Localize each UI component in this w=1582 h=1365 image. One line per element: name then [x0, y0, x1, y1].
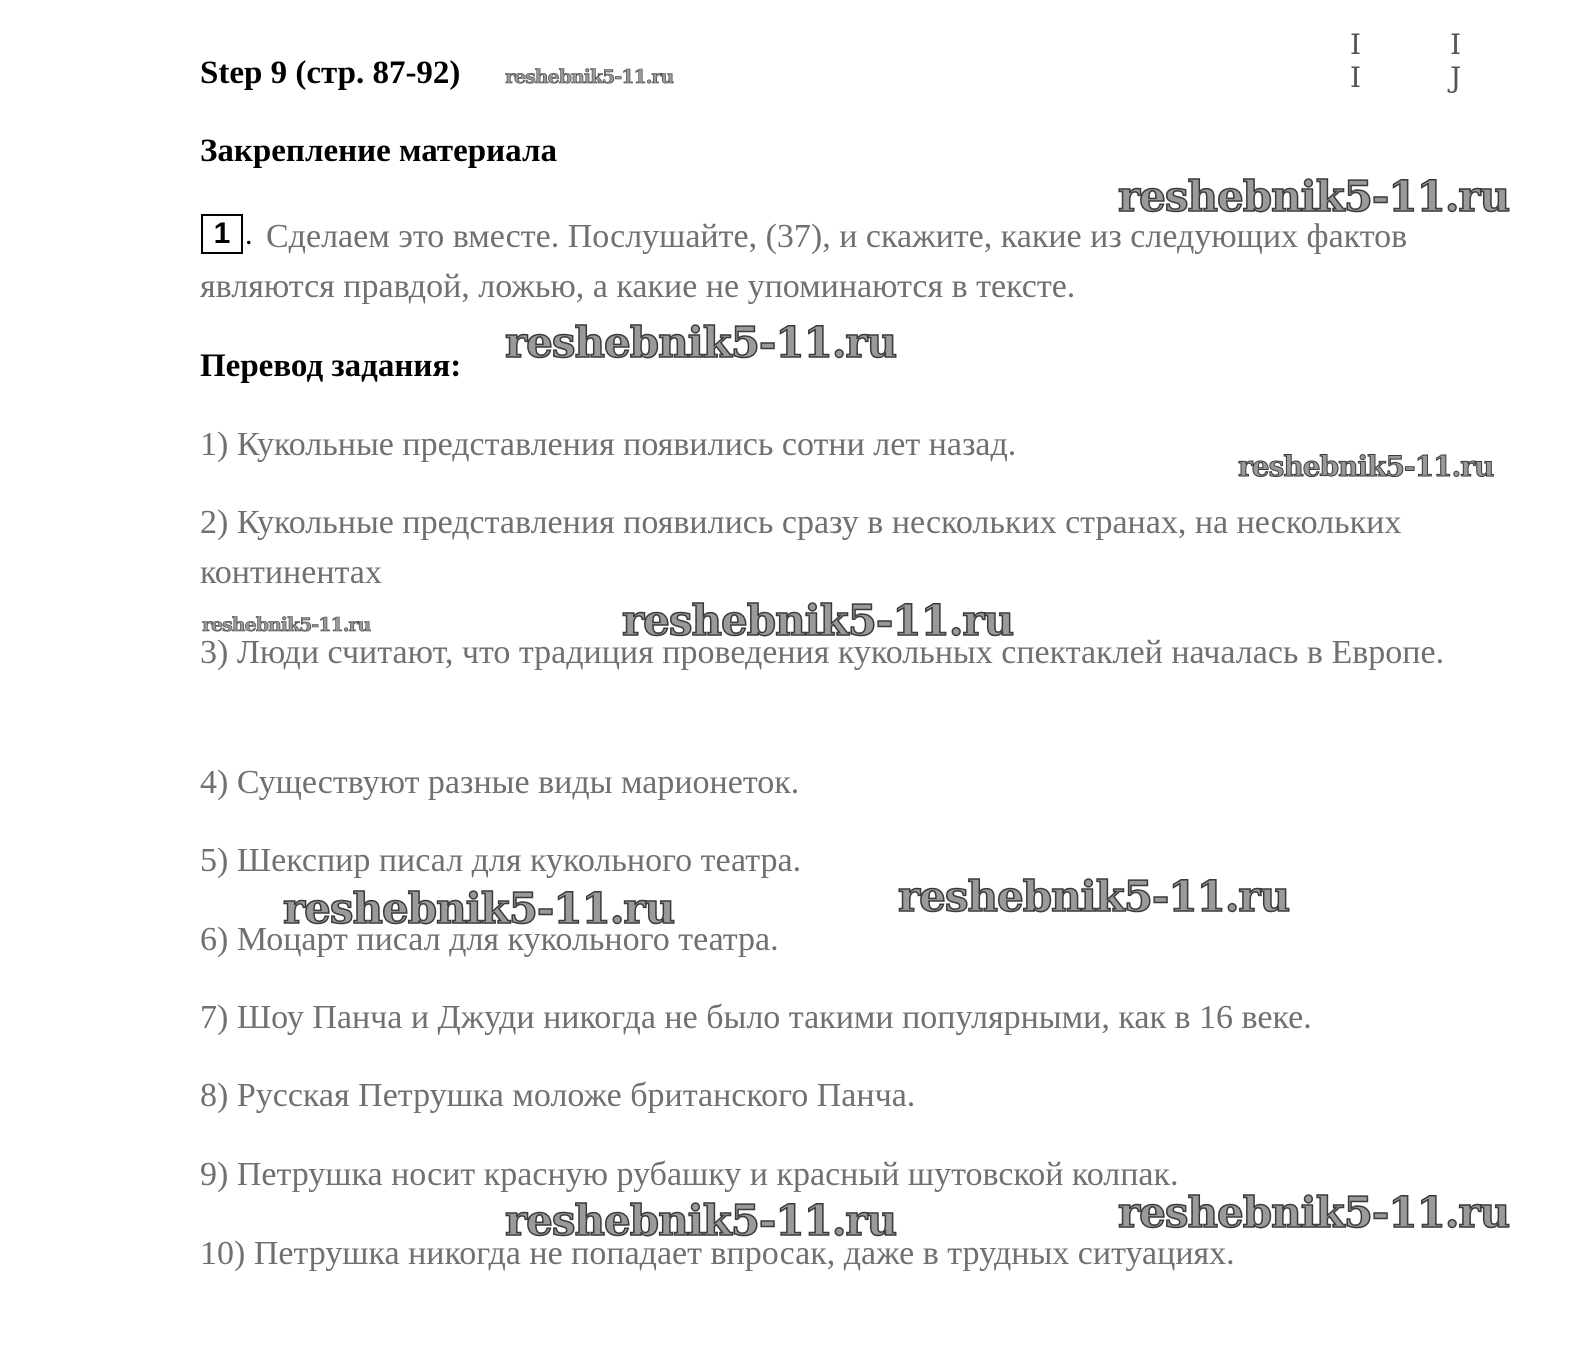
list-item-3: 3) Люди считают, что традиция проведения кукольных спектаклей началась в Европе. [200, 634, 1445, 671]
watermark-10: reshebnik5-11.ru [505, 1196, 897, 1245]
watermark-3: reshebnik5-11.ru [505, 318, 897, 367]
watermark-2: reshebnik5-11.ru [1118, 172, 1510, 221]
watermark-8: reshebnik5-11.ru [283, 884, 675, 933]
watermark-9: reshebnik5-11.ru [1118, 1188, 1510, 1237]
exercise-instruction: Сделаем это вместе. Послушайте, (37), и скажите, какие из следующих фактов являются правдой, ложью, а какие не упоминаются в тексте. [200, 218, 1408, 305]
translation-heading: Перевод задания: [200, 348, 462, 384]
exercise-number-dot: . [245, 218, 253, 251]
list-item-1: 1) Кукольные представления появились сотни лет назад. [200, 426, 1017, 463]
margin-scribble: I I I J [1350, 28, 1502, 94]
list-item-2: 2) Кукольные представления появились сразу в нескольких странах, на нескольких континентах [200, 504, 1402, 591]
list-item-9: 9) Петрушка носит красную рубашку и красный шутовской колпак. [200, 1156, 1179, 1193]
section-title: Закрепление материала [200, 133, 557, 169]
list-item-10: 10) Петрушка никогда не попадает впросак, даже в трудных ситуациях. [200, 1235, 1235, 1272]
watermark-7: reshebnik5-11.ru [898, 872, 1290, 921]
watermark-4: reshebnik5-11.ru [1238, 450, 1494, 483]
watermark-1: reshebnik5-11.ru [505, 66, 674, 88]
list-item-5: 5) Шекспир писал для кукольного театра. [200, 842, 802, 879]
watermark-5: reshebnik5-11.ru [202, 614, 371, 636]
list-item-4: 4) Существуют разные виды марионеток. [200, 764, 800, 801]
watermark-6: reshebnik5-11.ru [622, 596, 1014, 645]
list-item-6: 6) Моцарт писал для кукольного театра. [200, 921, 779, 958]
list-item-7: 7) Шоу Панча и Джуди никогда не было такими популярными, как в 16 веке. [200, 999, 1312, 1036]
step-title: Step 9 (стр. 87-92) [200, 55, 461, 91]
list-item-8: 8) Русская Петрушка моложе британского Панча. [200, 1077, 916, 1114]
exercise-number-box: 1 [201, 214, 243, 254]
